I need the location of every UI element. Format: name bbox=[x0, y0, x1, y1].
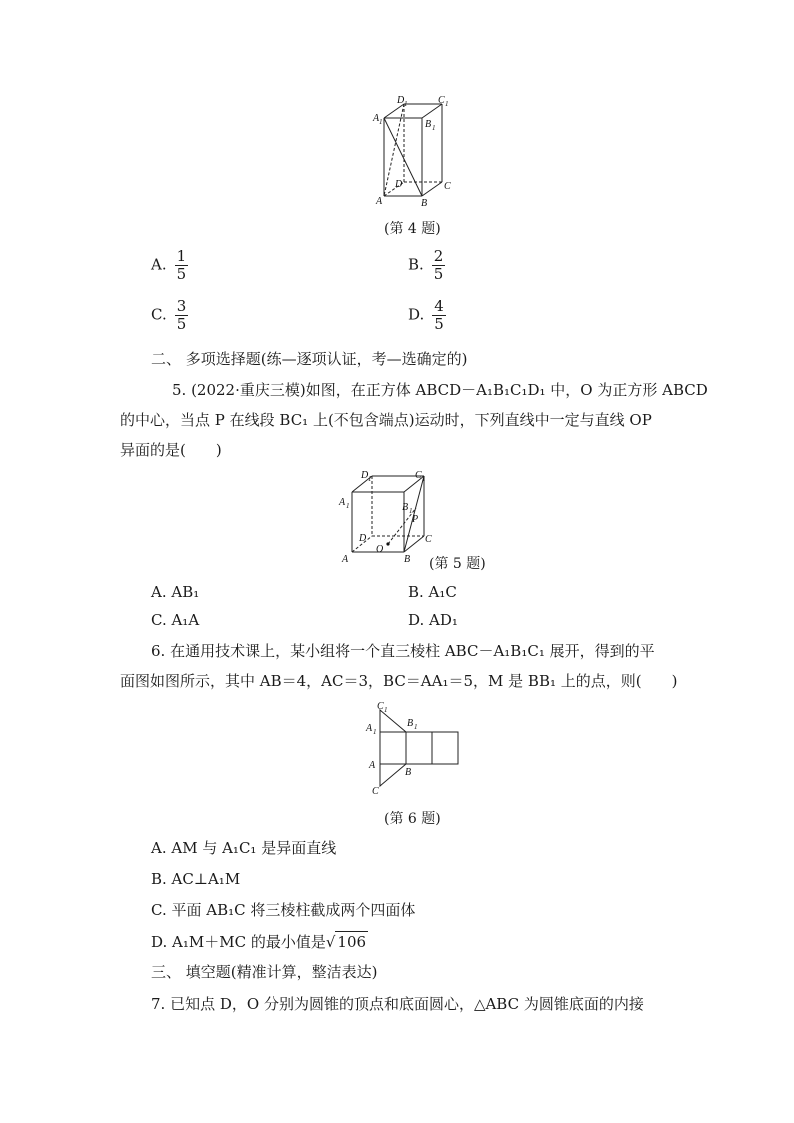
section-heading-3: 三、 填空题(精准计算，整洁表达) bbox=[151, 963, 378, 981]
fig5-label-a: A bbox=[342, 554, 349, 565]
q6-option-d bbox=[151, 931, 368, 952]
fig5-label-p: P bbox=[412, 514, 419, 525]
figure-4 bbox=[368, 94, 458, 209]
q5-line-2: 的中心，当点 P 在线段 BC₁ 上(不包含端点)运动时，下列直线中一定与直线 OP bbox=[120, 411, 652, 429]
q4-option-a: A. $\frac{1}{5}$ bbox=[151, 247, 187, 283]
fig4-label-c: C bbox=[444, 181, 451, 192]
point-o-dot bbox=[386, 542, 389, 545]
figure-5-diagram bbox=[338, 470, 438, 565]
fig4-label-b: B bbox=[421, 198, 428, 209]
q6-option-c: C. 平面 AB₁C 将三棱柱截成两个四面体 bbox=[151, 901, 416, 919]
fig5-label-c: C bbox=[425, 534, 432, 545]
fig5-label-d: D bbox=[359, 533, 367, 544]
figure-4-diagram bbox=[368, 94, 458, 209]
q6-option-a: A. AM 与 A₁C₁ 是异面直线 bbox=[151, 839, 337, 857]
fig5-label-d1: D bbox=[361, 470, 369, 481]
fig4-label-d: D bbox=[395, 179, 403, 190]
svg-text:1: 1 bbox=[373, 728, 377, 736]
q6-option-b: B. AC⊥A₁M bbox=[151, 870, 241, 888]
fig6-label-b: B bbox=[405, 767, 412, 778]
fraction: $\frac{2}{5}$ bbox=[433, 247, 444, 283]
fig5-label-b: B bbox=[404, 554, 411, 565]
fraction: $\frac{4}{5}$ bbox=[434, 297, 444, 333]
figure-5-caption: (第 5 题) bbox=[429, 556, 486, 572]
q7-line-1: 7. 已知点 D，O 分别为圆锥的顶点和底面圆心，△ABC 为圆锥底面的内接 bbox=[151, 995, 644, 1013]
svg-text:1: 1 bbox=[384, 706, 388, 714]
q6-line-2: 面图如图所示，其中 AB＝4，AC＝3，BC＝AA₁＝5，M 是 BB₁ 上的点，则( ) bbox=[120, 672, 678, 690]
figure-6-diagram bbox=[364, 700, 464, 800]
q6-line-1: 6. 在通用技术课上，某小组将一个直三棱柱 ABC－A₁B₁C₁ 展开，得到的平 bbox=[151, 642, 655, 660]
fig4-label-a: A bbox=[376, 196, 383, 207]
svg-text:1: 1 bbox=[409, 507, 413, 515]
figure-6 bbox=[364, 700, 464, 800]
q5-line-3: 异面的是( ) bbox=[120, 441, 222, 459]
svg-text:1: 1 bbox=[404, 100, 408, 108]
q5-option-a: A. AB₁ bbox=[151, 583, 200, 601]
q5-option-c: C. A₁A bbox=[151, 611, 200, 629]
fraction: $\frac{1}{5}$ bbox=[176, 247, 187, 283]
q5-option-b: B. A₁C bbox=[408, 583, 457, 601]
fig5-label-o: O bbox=[376, 544, 384, 555]
svg-text:1: 1 bbox=[379, 118, 383, 126]
section-heading-2: 二、 多项选择题(练—逐项认证，考—选确定的) bbox=[151, 350, 468, 368]
fig4-label-a1: A bbox=[373, 113, 380, 124]
svg-text:1: 1 bbox=[414, 723, 418, 731]
q4-option-b: B. $\frac{2}{5}$ bbox=[408, 247, 444, 283]
svg-text:1: 1 bbox=[368, 475, 372, 483]
fraction: $\frac{3}{5}$ bbox=[176, 297, 187, 333]
q5-line-1: 5. (2022·重庆三模)如图，在正方体 ABCD－A₁B₁C₁D₁ 中，O 为正方形 ABCD bbox=[172, 381, 708, 399]
fig5-label-c1: C bbox=[415, 470, 422, 481]
fig5-label-a1: A bbox=[339, 497, 346, 508]
q6-option-d-text: D. A₁M＋MC 的最小值是 bbox=[151, 933, 326, 951]
q4-option-d: D. $\frac{4}{5}$ bbox=[408, 297, 444, 333]
sqrt-symbol: √ bbox=[325, 933, 336, 951]
sqrt-radicand: 106 bbox=[337, 933, 367, 951]
svg-text:1: 1 bbox=[432, 124, 436, 132]
fig6-label-c1: C bbox=[377, 701, 384, 712]
fig6-label-a: A bbox=[369, 760, 376, 771]
fig6-label-c: C bbox=[372, 786, 379, 797]
fig4-label-b1: B bbox=[425, 119, 432, 130]
svg-text:1: 1 bbox=[422, 475, 426, 483]
q5-option-d: D. AD₁ bbox=[408, 611, 458, 629]
svg-text:1: 1 bbox=[445, 100, 449, 108]
figure-6-caption: (第 6 题) bbox=[384, 811, 441, 827]
fig5-label-b1: B bbox=[402, 502, 409, 513]
fig4-label-c1: C bbox=[438, 95, 445, 106]
fig4-label-d1: D bbox=[397, 95, 405, 106]
fig6-label-b1: B bbox=[407, 718, 414, 729]
q4-option-c: C. $\frac{3}{5}$ bbox=[151, 297, 187, 333]
figure-5 bbox=[338, 470, 438, 565]
fig6-label-a1: A bbox=[366, 723, 373, 734]
figure-4-caption: (第 4 题) bbox=[384, 221, 441, 237]
svg-text:1: 1 bbox=[346, 502, 350, 510]
